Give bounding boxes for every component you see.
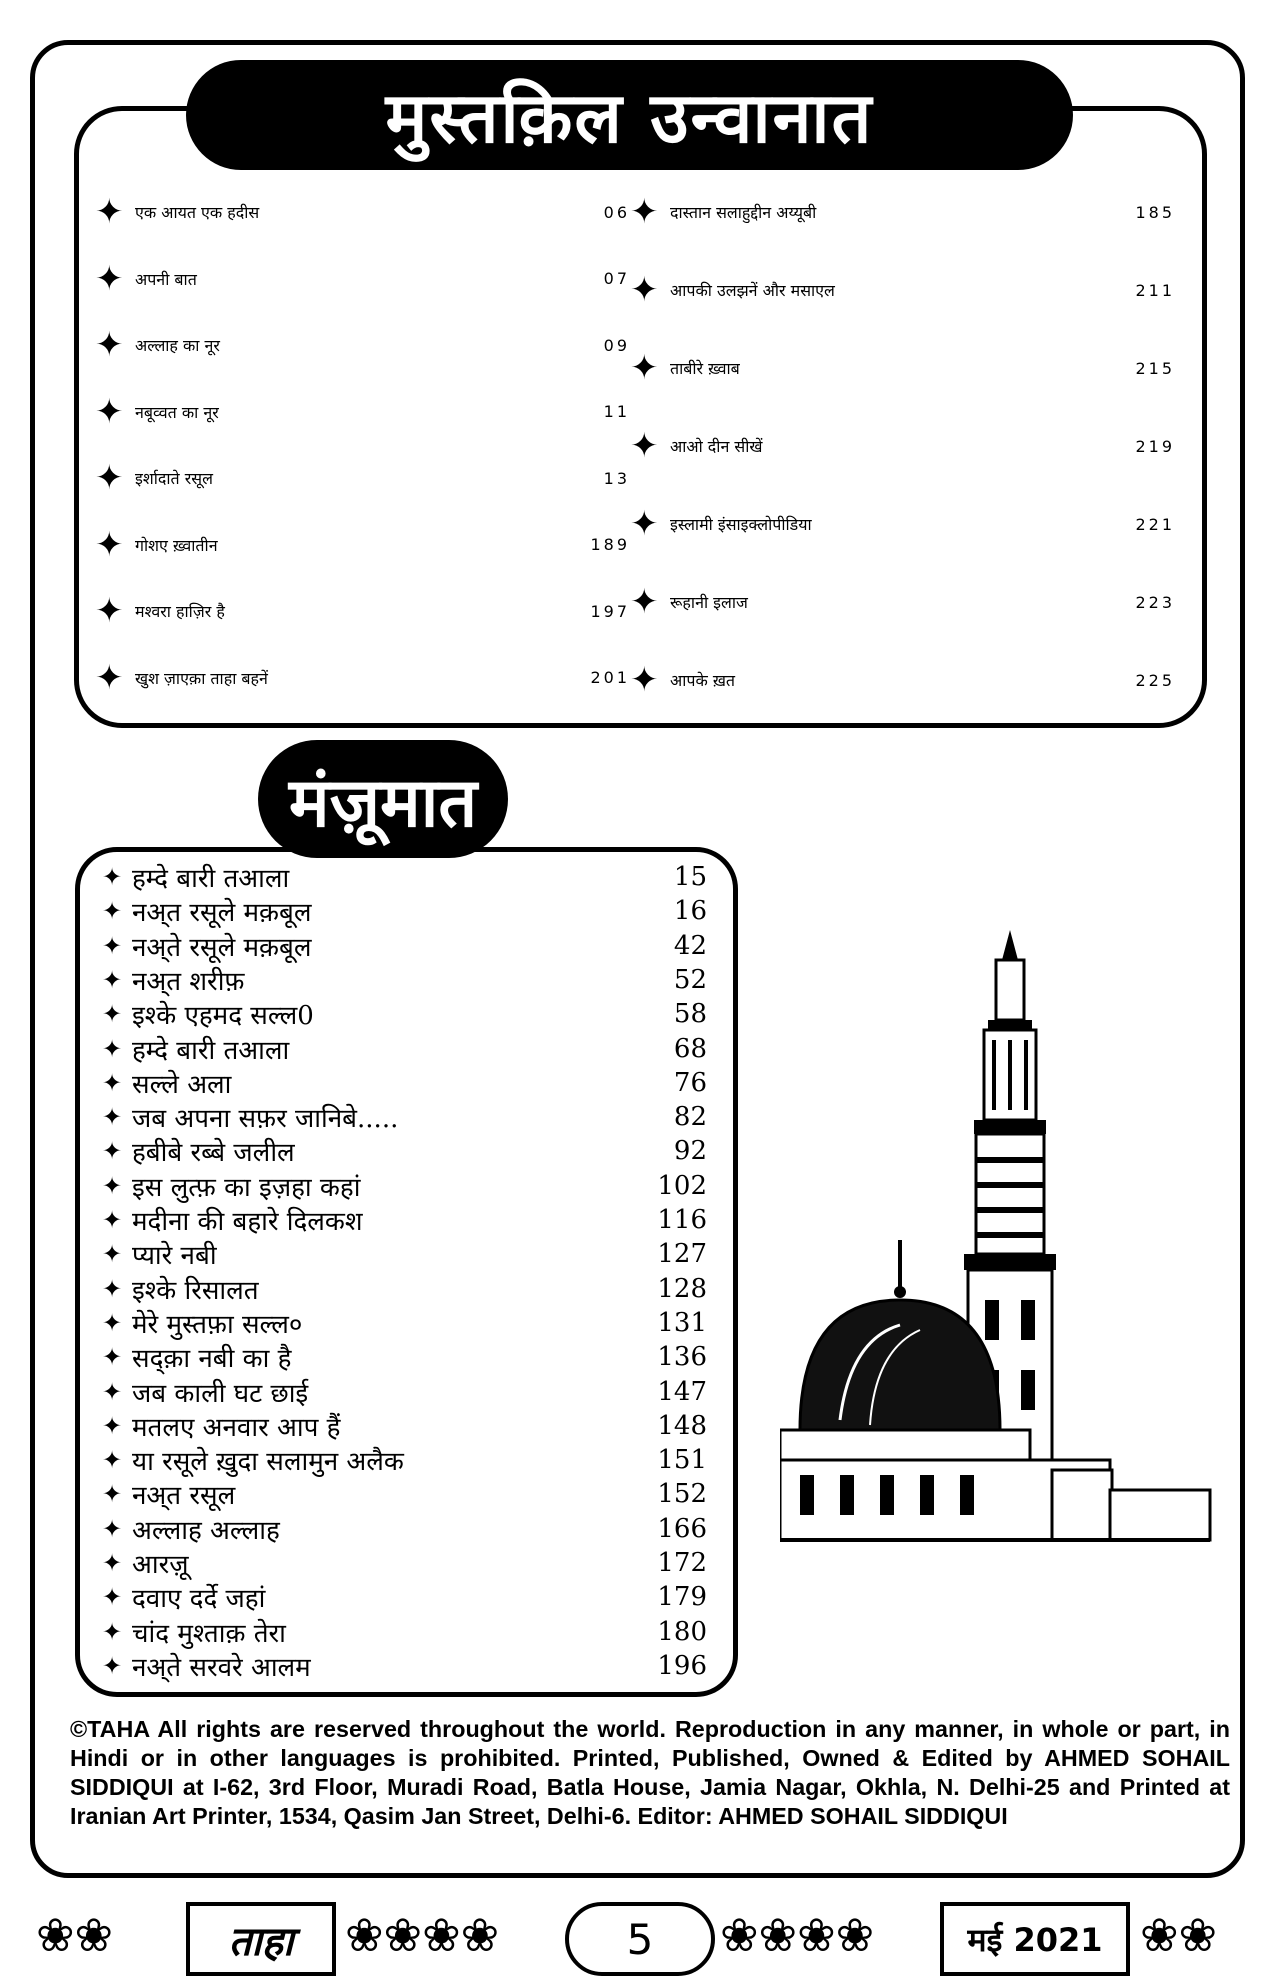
poem-page: 76: [673, 1067, 707, 1098]
toc-entry-title: दास्तान सलाहुद्दीन अय्यूबी: [670, 203, 817, 222]
poem-page: 16: [673, 896, 707, 927]
star-bullet-icon: ✦: [102, 1343, 123, 1372]
toc-entry-title: आओ दीन सीखें: [670, 437, 763, 456]
poem-title: आरज़ू: [132, 1550, 189, 1580]
star-bullet-icon: ✦: [95, 325, 124, 365]
star-bullet-icon: ✦: [102, 1068, 123, 1097]
poem-title: इश्के एहमद सल्ल0: [132, 1001, 314, 1032]
poem-entry: [102, 1477, 707, 1511]
toc-entry-title: आपकी उलझनें और मसाएल: [670, 281, 835, 300]
star-bullet-icon: ✦: [102, 1240, 123, 1269]
poem-title: मतलए अनवार आप हैं: [132, 1412, 341, 1443]
poem-title: या रसूले ख़ुदा सलामुन अलैक: [132, 1447, 404, 1478]
star-bullet-icon: ✦: [102, 1411, 123, 1440]
poem-entry: [102, 929, 707, 963]
poem-entry: [102, 1237, 707, 1271]
toc-entry-title: आपके ख़त: [670, 671, 736, 690]
poem-title: प्यारे नबी: [132, 1241, 217, 1272]
poem-page: 147: [657, 1376, 707, 1407]
star-bullet-icon: ✦: [630, 660, 659, 700]
toc-entry: [95, 589, 630, 633]
poem-entry: [102, 1100, 707, 1134]
poem-page: 179: [657, 1582, 707, 1613]
poem-title: मदीना की बहारे दिलकश: [132, 1207, 363, 1237]
toc-entry-title: एक आयत एक हदीस: [135, 203, 260, 222]
toc-entry: [630, 580, 1175, 624]
toc-entry: [95, 523, 630, 567]
poem-page: 102: [657, 1170, 707, 1201]
poem-page: 52: [673, 964, 707, 995]
toc-entry-title: अपनी बात: [135, 269, 197, 289]
poem-entry: [102, 1203, 707, 1237]
page-number: 5: [565, 1902, 715, 1976]
flower-ornament-icon: ❀❀❀❀: [720, 1908, 875, 1962]
magazine-name: ताहा: [186, 1902, 336, 1976]
toc-entry: [630, 502, 1175, 546]
poem-title: जब काली घट छाई: [132, 1378, 309, 1409]
poem-entry: [102, 1134, 707, 1168]
poem-entry: [102, 1306, 707, 1340]
poem-page: 58: [673, 999, 707, 1030]
toc-entry-page: 211: [1135, 280, 1175, 300]
poem-title: नअ्त रसूल: [132, 1481, 236, 1512]
poem-page: 68: [673, 1033, 707, 1064]
star-bullet-icon: ✦: [95, 524, 124, 565]
poem-entry: [102, 1169, 707, 1203]
poem-title: सद्क़ा नबी का है: [132, 1344, 292, 1375]
star-bullet-icon: ✦: [102, 1377, 123, 1406]
toc-entry-title: ताबीरे ख़्वाब: [670, 359, 740, 378]
poem-page: 116: [657, 1205, 707, 1235]
poem-title: मेरे मुस्तफ़ा सल्ल०: [132, 1309, 303, 1340]
star-bullet-icon: ✦: [102, 1480, 123, 1509]
poem-page: 172: [657, 1548, 707, 1578]
poem-title: नअ्त रसूले मक़बूल: [132, 898, 312, 929]
star-bullet-icon: ✦: [95, 192, 124, 232]
flower-ornament-icon: ❀❀: [36, 1908, 114, 1962]
section-title-poems: मंज़ूमात: [258, 740, 508, 858]
toc-entry-page: 223: [1135, 592, 1175, 612]
poem-entry: [102, 1375, 707, 1409]
toc-entry-page: 07: [603, 269, 630, 288]
star-bullet-icon: ✦: [102, 965, 123, 994]
poem-entry: [102, 1649, 707, 1683]
poem-title: इश्के रिसालत: [132, 1275, 259, 1306]
toc-entry-title: इस्लामी इंसाइक्लोपीडिया: [670, 515, 812, 534]
toc-entry-page: 06: [603, 202, 630, 222]
poem-page: 131: [657, 1307, 707, 1338]
poem-entry: [102, 1032, 707, 1066]
toc-entry: [630, 346, 1175, 390]
star-bullet-icon: ✦: [102, 1206, 123, 1234]
star-bullet-icon: ✦: [102, 1103, 123, 1132]
toc-entry: [630, 190, 1175, 234]
toc-entry: [95, 456, 630, 500]
star-bullet-icon: ✦: [102, 1446, 123, 1475]
poem-entry: [102, 1066, 707, 1100]
poem-page: 152: [657, 1479, 707, 1510]
star-bullet-icon: ✦: [102, 1651, 123, 1680]
toc-entry-title: नबूव्वत का नूर: [135, 402, 219, 422]
toc-entry: [95, 257, 630, 301]
poem-entry: [102, 997, 707, 1031]
toc-entry-title: गोशए ख़्वातीन: [135, 535, 218, 555]
toc-entry-page: 13: [603, 468, 630, 488]
poem-page: 196: [657, 1650, 707, 1681]
poem-title: अल्लाह अल्लाह: [132, 1515, 280, 1546]
toc-entry: [630, 424, 1175, 468]
poem-title: नअ्ते रसूले मक़बूल: [132, 932, 312, 963]
toc-entry-title: इर्शादाते रसूल: [135, 469, 213, 488]
poem-entry: [102, 1443, 707, 1477]
poem-title: दवाए दर्दे जहां: [132, 1584, 266, 1615]
poem-page: 180: [657, 1616, 707, 1647]
section-title-regular-columns: मुस्तक़िल उन्वानात: [186, 60, 1073, 170]
toc-entry-title: अल्लाह का नूर: [135, 336, 220, 355]
poem-title: हबीबे रब्बे जलील: [132, 1138, 295, 1169]
issue-date: मई 2021: [940, 1902, 1130, 1976]
poem-entry: [102, 1580, 707, 1614]
star-bullet-icon: ✦: [630, 582, 659, 622]
poem-entry: [102, 1512, 707, 1546]
poem-title: इस लुत्फ़ का इज़हा कहां: [132, 1172, 361, 1203]
star-bullet-icon: ✦: [102, 1549, 123, 1577]
toc-entry: [630, 658, 1175, 702]
star-bullet-icon: ✦: [630, 192, 659, 232]
toc-entry-page: 189: [590, 535, 630, 554]
star-bullet-icon: ✦: [630, 270, 659, 310]
poem-entry: [102, 1272, 707, 1306]
toc-entry-page: 221: [1135, 514, 1175, 534]
star-bullet-icon: ✦: [630, 426, 659, 466]
toc-entry: [95, 390, 630, 434]
copyright-notice: ©TAHA All rights are reserved throughout the world. Reproduction in any manner, in whole or part, in Hindi or in other languages is prohibited. Printed, Published, Owned & Edited by AHMED SOHAIL SIDDIQUI at I-62, 3rd Floor, Muradi Road, Batla House, Jamia Nagar, Okhla, N. Delhi-25 and Printed at Iranian Art Printer, 1534, Qasim Jan Street, Delhi-6. Editor: AHMED SOHAIL SIDDIQUI: [70, 1716, 1230, 1829]
poem-page: 128: [657, 1273, 707, 1304]
star-bullet-icon: ✦: [102, 897, 123, 926]
star-bullet-icon: ✦: [102, 1034, 123, 1063]
toc-entry-page: 11: [603, 402, 630, 421]
mosque-dome-minaret-icon: [780, 930, 1220, 1660]
poem-entry: [102, 1546, 707, 1580]
poem-title: जब अपना सफ़र जानिबे.....: [132, 1104, 399, 1135]
star-bullet-icon: ✦: [102, 1583, 123, 1612]
star-bullet-icon: ✦: [102, 931, 123, 960]
toc-entry-title: रूहानी इलाज: [670, 593, 748, 612]
toc-entry-page: 197: [590, 601, 630, 621]
toc-entry: [630, 268, 1175, 312]
poem-title: हम्दे बारी तआला: [132, 1035, 290, 1066]
poem-page: 92: [673, 1136, 707, 1167]
star-bullet-icon: ✦: [102, 1617, 123, 1646]
star-bullet-icon: ✦: [95, 591, 124, 631]
toc-entry-page: 215: [1135, 358, 1175, 378]
star-bullet-icon: ✦: [102, 1308, 123, 1337]
star-bullet-icon: ✦: [102, 1000, 123, 1029]
poem-page: 15: [673, 862, 707, 892]
star-bullet-icon: ✦: [630, 504, 659, 544]
flower-ornament-icon: ❀❀❀❀: [345, 1908, 500, 1962]
flower-ornament-icon: ❀❀: [1140, 1908, 1218, 1962]
star-bullet-icon: ✦: [102, 1137, 123, 1166]
star-bullet-icon: ✦: [95, 391, 124, 432]
star-bullet-icon: ✦: [630, 348, 659, 388]
poem-title: सल्ले अला: [132, 1069, 232, 1100]
star-bullet-icon: ✦: [102, 1171, 123, 1200]
star-bullet-icon: ✦: [102, 1274, 123, 1303]
toc-entry-title: खुश ज़ाएक़ा ताहा बहनें: [135, 668, 268, 688]
poem-entry: [102, 860, 707, 894]
poem-page: 151: [657, 1445, 707, 1476]
toc-entry-page: 09: [603, 335, 630, 355]
star-bullet-icon: ✦: [102, 863, 123, 891]
poem-entry: [102, 1409, 707, 1443]
poem-title: नअ्त शरीफ़: [132, 966, 245, 997]
poem-entry: [102, 963, 707, 997]
poem-entry: [102, 1615, 707, 1649]
star-bullet-icon: ✦: [95, 258, 124, 299]
toc-entry-page: 185: [1135, 202, 1175, 222]
toc-entry-page: 219: [1135, 436, 1175, 456]
poem-page: 166: [657, 1513, 707, 1544]
toc-entry: [95, 323, 630, 367]
poem-page: 42: [673, 930, 707, 961]
toc-entry: [95, 190, 630, 234]
toc-entry-page: 225: [1135, 670, 1175, 690]
toc-entry-page: 201: [590, 668, 630, 687]
star-bullet-icon: ✦: [95, 458, 124, 498]
poem-page: 82: [673, 1102, 707, 1133]
poem-title: चांद मुश्ताक़ तेरा: [132, 1618, 286, 1649]
toc-entry: [95, 656, 630, 700]
poem-page: 127: [657, 1239, 707, 1270]
poem-entry: [102, 894, 707, 928]
poem-page: 136: [657, 1342, 707, 1373]
poem-title: नअ्ते सरवरे आलम: [132, 1652, 311, 1683]
poem-entry: [102, 1340, 707, 1374]
star-bullet-icon: ✦: [102, 1514, 123, 1543]
poem-page: 148: [657, 1410, 707, 1441]
toc-entry-title: मश्वरा हाज़िर है: [135, 602, 225, 621]
star-bullet-icon: ✦: [95, 657, 124, 698]
poem-title: हम्दे बारी तआला: [132, 864, 290, 894]
